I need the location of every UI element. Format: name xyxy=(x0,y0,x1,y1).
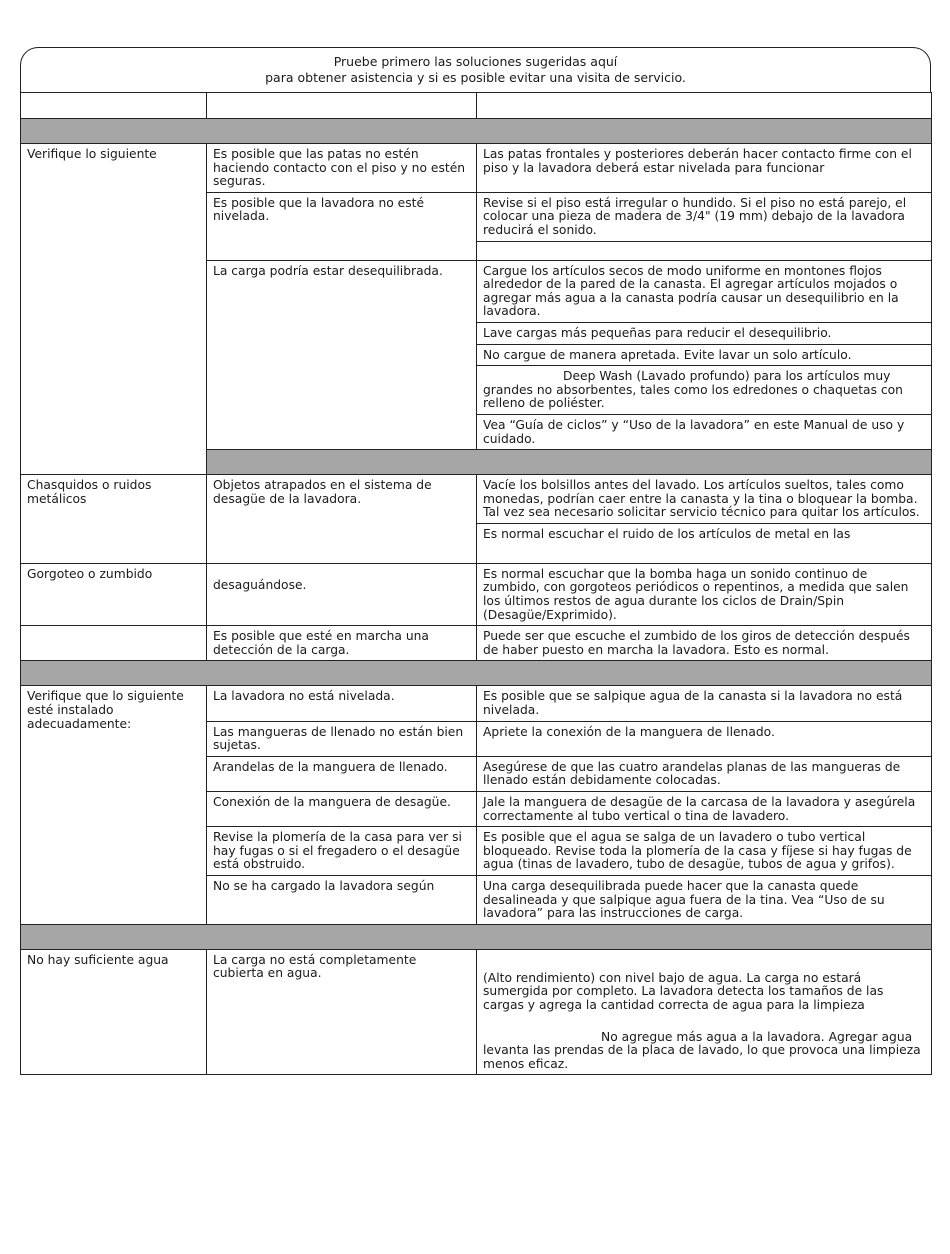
troubleshooting-page xyxy=(20,47,931,1075)
solution-cell: Es posible que el agua se salga de un lavadero o tubo vertical bloqueado. Revise toda la plomería de la casa y fíjese si hay fugas de agua (tinas de lavadero, tubo de desagüe, tubos de agua y grifos). xyxy=(477,827,932,876)
intro-header xyxy=(20,47,931,92)
problem-cell: Verifique que lo siguiente esté instalado adecuadamente: xyxy=(21,686,207,924)
cause-cell: Conexión de la manguera de desagüe. xyxy=(207,792,477,827)
cause-cell: Es posible que la lavadora no esté nivelada. xyxy=(207,192,477,260)
solution-cell: Las patas frontales y posteriores deberán hacer contacto firme con el piso y la lavadora deberá estar nivelada para funcionar xyxy=(477,144,932,193)
troubleshooting-table xyxy=(20,92,932,1075)
table-row xyxy=(21,686,932,721)
solution-text: (Alto rendimiento) con nivel bajo de agua. La carga no estará sumergida por completo. La lavadora detecta los tamaños de las cargas y agrega la cantidad correcta de agua para la limpieza xyxy=(483,970,884,1012)
problem-cell: Verifique lo siguiente xyxy=(21,144,207,475)
cause-cell: Las mangueras de llenado no están bien sujetas. xyxy=(207,721,477,756)
solution-cell: Apriete la conexión de la manguera de llenado. xyxy=(477,721,932,756)
solution-cell: Cargue los artículos secos de modo uniforme en montones flojos alrededor de la pared de la canasta. El agregar artículos mojados o agregar más agua a la canasta podría causar un desequilibrio en la lavadora. xyxy=(477,260,932,322)
solution-cell: Lave cargas más pequeñas para reducir el desequilibrio. xyxy=(477,322,932,344)
solution-cell: Asegúrese de que las cuatro arandelas planas de las mangueras de llenado están debidamente colocadas. xyxy=(477,756,932,791)
intro-line-1: Pruebe primero las soluciones sugeridas aquí xyxy=(333,54,618,69)
table-row xyxy=(21,949,932,1075)
table-row xyxy=(21,563,932,625)
solution-cell: Deep Wash (Lavado profundo) para los artículos muy grandes no absorbentes, tales como los edredones o chaquetas con relleno de poliéster. xyxy=(477,366,932,415)
column-header-problem xyxy=(21,93,207,119)
problem-cell-empty xyxy=(21,626,207,661)
cause-cell: La lavadora no está nivelada. xyxy=(207,686,477,721)
solution-cell: Puede ser que escuche el zumbido de los giros de detección después de haber puesto en marcha la lavadora. Esto es normal. xyxy=(477,626,932,661)
cause-cell: Es posible que esté en marcha una detección de la carga. xyxy=(207,626,477,661)
solution-cell: Es posible que se salpique agua de la canasta si la lavadora no está nivelada. xyxy=(477,686,932,721)
cause-cell: La carga no está completamente cubierta en agua. xyxy=(207,949,477,1075)
section-band xyxy=(21,924,932,949)
solution-cell: Es normal escuchar el ruido de los artículos de metal en las xyxy=(477,523,932,563)
column-header-solution xyxy=(477,93,932,119)
solution-cell xyxy=(477,949,932,1075)
problem-cell: Gorgoteo o zumbido xyxy=(21,563,207,625)
cause-cell: No se ha cargado la lavadora según xyxy=(207,875,477,924)
solution-text: No agregue más agua a la lavadora. Agregar agua levanta las prendas de la placa de lavado, lo que provoca una limpieza menos eficaz. xyxy=(483,1029,921,1071)
table-row xyxy=(21,626,932,661)
solution-cell: Revise si el piso está irregular o hundido. Si el piso no está parejo, el colocar una pieza de madera de 3/4" (19 mm) debajo de la lavadora reducirá el sonido. xyxy=(477,192,932,241)
table-row xyxy=(21,144,932,193)
cause-cell: La carga podría estar desequilibrada. xyxy=(207,260,477,450)
column-header-row xyxy=(21,93,932,119)
problem-cell: Chasquidos o ruidos metálicos xyxy=(21,475,207,564)
cause-cell: Arandelas de la manguera de llenado. xyxy=(207,756,477,791)
solution-cell: Es normal escuchar que la bomba haga un sonido continuo de zumbido, con gorgoteos periódicos o repentinos, a medida que salen los últimos restos de agua durante los ciclos de Drain/Spin (Desagüe/Exprimido). xyxy=(477,563,932,625)
solution-cell xyxy=(477,241,932,260)
section-band xyxy=(21,661,932,686)
cause-cell: Es posible que las patas no estén haciendo contacto con el piso y no estén seguras. xyxy=(207,144,477,193)
cause-cell: Revise la plomería de la casa para ver si hay fugas o si el fregadero o el desagüe está obstruido. xyxy=(207,827,477,876)
solution-cell: No cargue de manera apretada. Evite lavar un solo artículo. xyxy=(477,344,932,366)
cause-cell: Objetos atrapados en el sistema de desagüe de la lavadora. xyxy=(207,475,477,564)
solution-cell: Vacíe los bolsillos antes del lavado. Los artículos sueltos, tales como monedas, podrían caer entre la canasta y la tina o bloquear la bomba. Tal vez sea necesario solicitar servicio técnico para quitar los artículos. xyxy=(477,475,932,524)
solution-cell: Una carga desequilibrada puede hacer que la canasta quede desalineada y que salpique agua fuera de la tina. Vea “Uso de su lavadora” para las instrucciones de carga. xyxy=(477,875,932,924)
solution-cell: Vea “Guía de ciclos” y “Uso de la lavadora” en este Manual de uso y cuidado. xyxy=(477,414,932,449)
section-band xyxy=(21,119,932,144)
solution-cell: Jale la manguera de desagüe de la carcasa de la lavadora y asegúrela correctamente al tubo vertical o tina de lavadero. xyxy=(477,792,932,827)
problem-cell: No hay suficiente agua xyxy=(21,949,207,1075)
intro-line-2: para obtener asistencia y si es posible evitar una visita de servicio. xyxy=(265,70,686,85)
cause-cell: desaguándose. xyxy=(207,563,477,625)
table-row xyxy=(21,475,932,524)
column-header-cause xyxy=(207,93,477,119)
